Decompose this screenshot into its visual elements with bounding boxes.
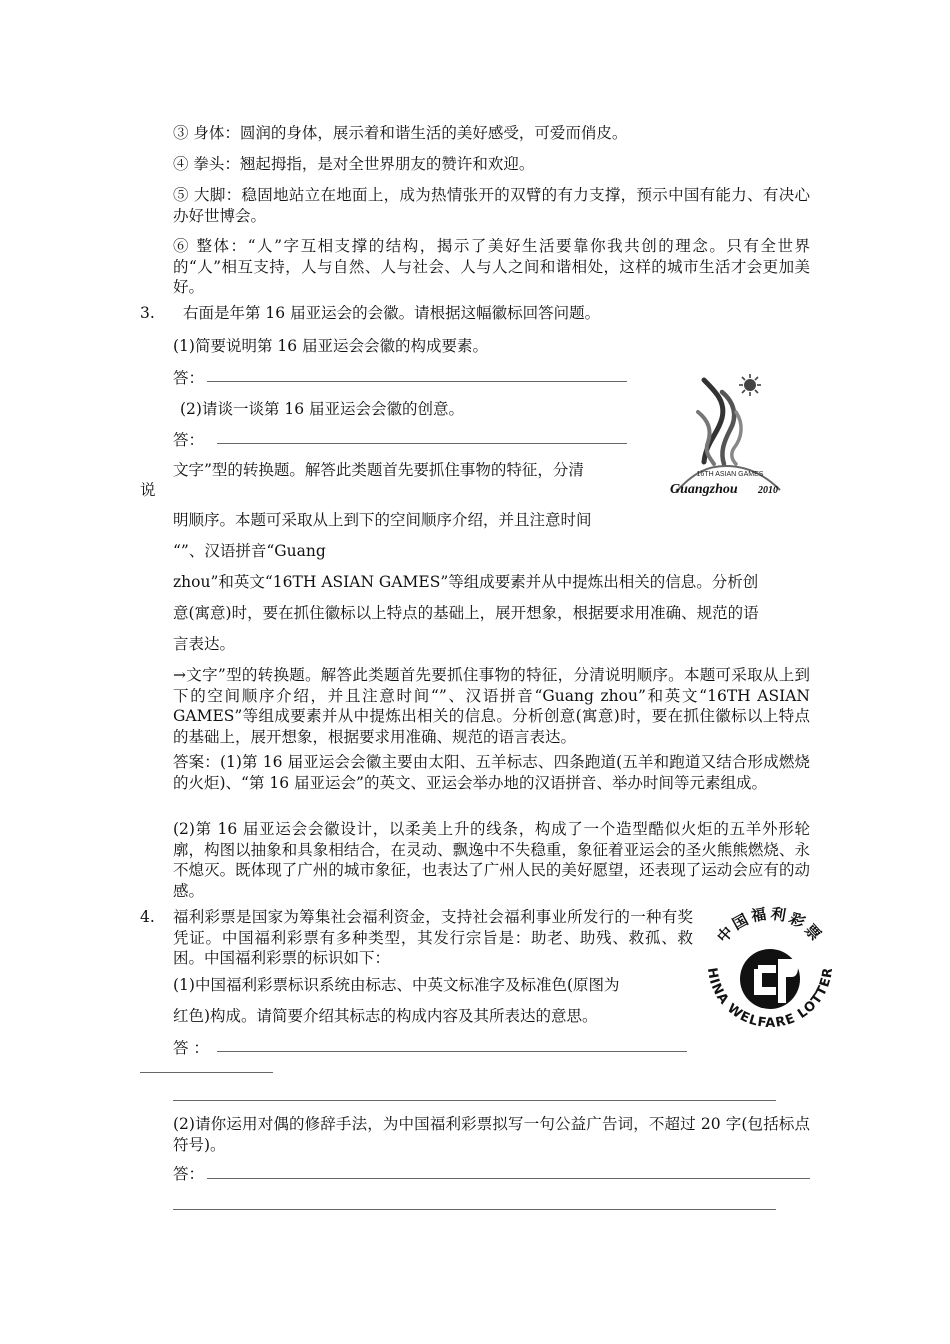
answer-label-3-1: 答：: [173, 369, 205, 387]
logo-script-text: Guangzhou: [670, 482, 738, 497]
answer-3-2: (2)第 16 届亚运会会徽设计，以柔美上升的线条，构成了一个造型酷似火炬的五羊外形轮廓，构图以抽象和具象相结合，在灵动、飘逸中不失稳重，象征着亚运会的圣火熊熊燃烧、永不熄灭。既体现了广州的城市象征，也表达了广州人民的美好愿望，还表现了运动会应有的动感。: [173, 820, 810, 900]
question-4-text: 福利彩票是国家为筹集社会福利资金，支持社会福利事业所发行的一种有奖凭证。中国福利彩票有多种类型，其发行宗旨是：助老、助残、救孤、救困。中国福利彩票的标识如下：: [173, 908, 693, 967]
explanation-line-b: 明顺序。本题可采取从上到下的空间顺序介绍，并且注意时间: [173, 511, 592, 529]
explanation-line-e: 意(寓意)时，要在抓住徽标以上特点的基础上，展开想象，根据要求用准确、规范的语: [173, 604, 759, 622]
question-4-sub1-a: (1)中国福利彩票标识系统由标志、中英文标准字及标准色(原图为: [173, 976, 620, 994]
answer-line-4-1b[interactable]: [140, 1072, 273, 1073]
question-4-number: 4.: [140, 908, 155, 926]
logo-top-text: 16TH ASIAN GAMES: [696, 471, 764, 478]
question-3-sub1: (1)简要说明第 16 届亚运会会徽的构成要素。: [173, 337, 489, 355]
answer-line-4-2b[interactable]: [173, 1209, 776, 1210]
lottery-emblem-icon: [740, 949, 800, 1009]
question-4-sub1-b: 红色)构成。请简要介绍其标志的构成内容及其所表达的意思。: [173, 1007, 598, 1025]
torch-flame-icon: [698, 380, 741, 464]
welfare-lottery-logo: [696, 903, 844, 1048]
answer-label-4-2: 答：: [173, 1165, 205, 1183]
explanation-line-d: zhou”和英文“16TH ASIAN GAMES”等组成要素并从中提炼出相关的信息。分析创: [173, 573, 759, 591]
explanation-line-f: 言表达。: [173, 635, 236, 653]
item-feet: ⑤ 大脚：稳固地站立在地面上，成为热情张开的双臂的有力支撑，预示中国有能力、有决心办好世博会。: [173, 186, 810, 225]
item-body: ③ 身体：圆润的身体，展示着和谐生活的美好感受，可爱而俏皮。: [173, 124, 628, 142]
svg-text:中国福利彩票: [714, 904, 827, 946]
explanation-line-a: 文字”型的转换题。解答此类题首先要抓住事物的特征，分清: [173, 461, 584, 479]
question-3-text: 右面是年第 16 届亚运会的会徽。请根据这幅徽标回答问题。: [183, 304, 601, 322]
explanation-line-c: “”、汉语拼音“Guang: [173, 542, 326, 560]
answer-line-3-1[interactable]: [207, 381, 627, 382]
analysis-note: →文字”型的转换题。解答此类题首先要抓住事物的特征，分清说明顺序。本题可采取从上到下的空间顺序介绍，并且注意时间“”、汉语拼音“Guang zhou”和英文“16TH ASIAN GAMES”等组成要素并从中提炼出相关的信息。分析创意(寓意)时，要在抓住徽标以上特点的基础上，展开想象，根据要求用准确、规范的语言表达。: [173, 666, 810, 746]
asian-games-logo: [664, 372, 794, 500]
sun-icon: [739, 374, 761, 396]
item-fist: ④ 拳头：翘起拇指，是对全世界朋友的赞许和欢迎。: [173, 155, 535, 173]
answer-label-3-2: 答：: [173, 431, 205, 449]
explanation-shuo: 说: [140, 481, 156, 499]
answer-3-1: 答案：(1)第 16 届亚运会会徽主要由太阳、五羊标志、四条跑道(五羊和跑道又结合形成燃烧的火炬)、“第 16 届亚运会”的英文、亚运会举办地的汉语拼音、举办时间等元素组成。: [173, 753, 810, 792]
logo-year-text: 2010: [758, 485, 778, 496]
item-whole: ⑥ 整体：“人”字互相支撑的结构，揭示了美好生活要靠你我共创的理念。只有全世界的“人”相互支持，人与自然、人与社会、人与人之间和谐相处，这样的城市生活才会更加美好。: [173, 237, 810, 296]
answer-line-4-1c[interactable]: [173, 1100, 776, 1101]
lottery-en-text: HINA WELFARE LOTTER: [703, 966, 837, 1032]
lottery-cn-text: 中国福利彩票: [713, 904, 827, 947]
answer-label-4-1: 答 ：: [173, 1039, 209, 1057]
answer-line-4-2a[interactable]: [207, 1178, 810, 1179]
answer-line-4-1a[interactable]: [217, 1051, 687, 1052]
answer-line-3-2[interactable]: [217, 443, 627, 444]
question-4-sub2: (2)请你运用对偶的修辞手法，为中国福利彩票拟写一句公益广告词，不超过 20 字(包括标点符号)。: [173, 1115, 810, 1154]
question-3-number: 3.: [140, 304, 155, 322]
question-3-sub2: (2)请谈一谈第 16 届亚运会会徽的创意。: [180, 400, 465, 418]
